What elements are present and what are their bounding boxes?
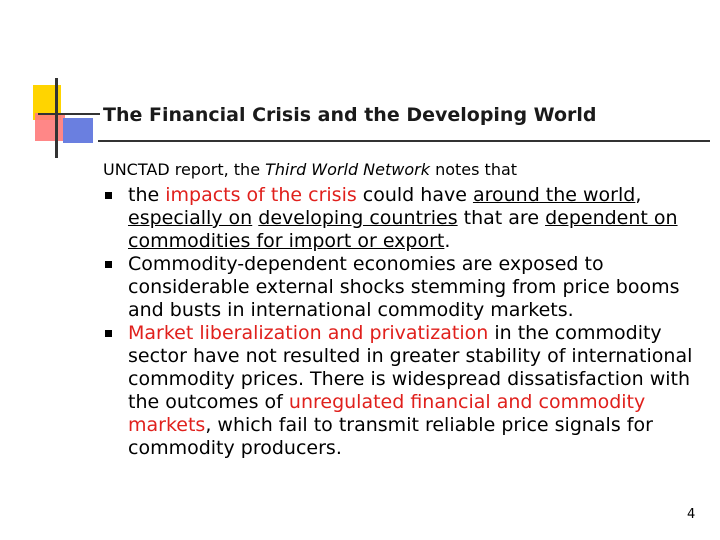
bullet3-text: , which fail to transmit reliable price signals for commodity producers. bbox=[128, 414, 653, 459]
bullet1-highlight: impacts of the crisis bbox=[165, 184, 357, 206]
decor-blue-square bbox=[63, 118, 93, 143]
bullet1-text: could have bbox=[356, 184, 473, 206]
bullet-marker-icon bbox=[105, 192, 112, 199]
bullet1-text: . bbox=[444, 230, 451, 252]
bullet-item-2 bbox=[103, 253, 703, 322]
bullet3-highlight: Market liberalization and privatization bbox=[128, 322, 489, 344]
bullet3-highlight: unregulated financial and commodity markets bbox=[128, 391, 646, 436]
slide-title: The Financial Crisis and the Developing World bbox=[103, 104, 597, 126]
bullet1-underlined: around the world bbox=[472, 184, 636, 206]
bullet1-text: , bbox=[635, 184, 642, 206]
bullet-marker-icon bbox=[105, 330, 112, 337]
intro-prefix: UNCTAD report, the bbox=[103, 160, 266, 179]
page-number: 4 bbox=[687, 507, 696, 522]
title-underline-rule bbox=[98, 140, 710, 142]
bullet1-underlined: dependent on commodities for import or export bbox=[128, 207, 678, 252]
intro-suffix: notes that bbox=[429, 160, 518, 179]
bullet2-text: Commodity-dependent economies are exposed to considerable external shocks stemming from price booms and busts in international commodity markets. bbox=[128, 253, 680, 321]
bullet1-underlined: developing countries bbox=[258, 207, 458, 229]
bullet3-text: in the commodity sector have not resulted in greater stability of international commodity prices. There is widespread dissatisfaction with the outcomes of bbox=[128, 322, 693, 413]
intro-italic: Third World Network bbox=[265, 160, 430, 179]
decor-red-square bbox=[35, 113, 65, 141]
intro-line bbox=[103, 160, 517, 179]
decor-vertical-line bbox=[55, 78, 58, 158]
bullet1-text: the bbox=[128, 184, 166, 206]
bullet-list bbox=[103, 184, 703, 460]
decor-horizontal-line bbox=[38, 113, 100, 115]
bullet-item-1 bbox=[103, 184, 703, 253]
bullet-item-3 bbox=[103, 322, 703, 460]
bullet-marker-icon bbox=[105, 261, 112, 268]
bullet1-underlined: especially on bbox=[128, 207, 253, 229]
bullet1-text: that are bbox=[457, 207, 546, 229]
